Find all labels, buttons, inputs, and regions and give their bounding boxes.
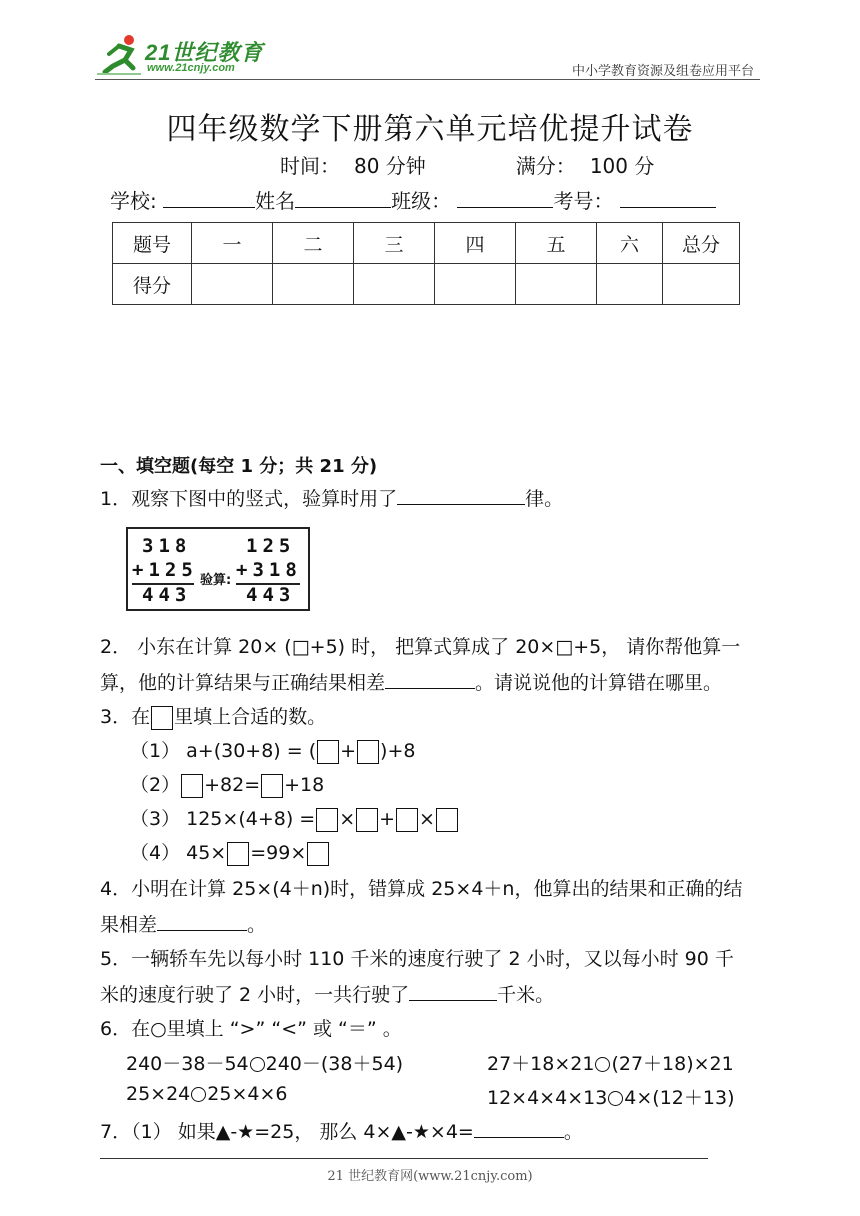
- runner-icon: [95, 34, 145, 78]
- answer-box[interactable]: [357, 740, 379, 764]
- q3-example-box: [151, 706, 173, 730]
- school-field[interactable]: [163, 189, 255, 208]
- full-score-label: 满分：: [515, 154, 576, 178]
- logo-url: www.21cnjy.com: [147, 62, 235, 74]
- time-info: [280, 150, 668, 179]
- q3-text: 3．在: [100, 706, 151, 728]
- time-label: 时间：: [280, 154, 340, 178]
- section-title: 一、填空题(每空 1 分；共 21 分): [100, 456, 378, 477]
- q3-s3-plus: +: [379, 808, 396, 830]
- q4-text-end: 。: [247, 914, 267, 936]
- answer-box[interactable]: [356, 808, 378, 832]
- question-2: 2． 小东在计算 20× (□+5) 时， 把算式算成了 20×□+5， 请你帮他算一: [100, 636, 741, 658]
- q3-sub-2: [130, 770, 324, 798]
- table-header: 三: [354, 223, 435, 264]
- class-field[interactable]: [457, 189, 553, 208]
- calc-right-top: 125: [246, 535, 296, 557]
- answer-box[interactable]: [436, 808, 458, 832]
- q2-answer-blank[interactable]: [385, 670, 475, 689]
- table-header: 六: [597, 223, 663, 264]
- q3-s3-text: （3） 125×(4+8) =: [130, 808, 316, 830]
- compare-circle[interactable]: [250, 1057, 265, 1072]
- score-cell[interactable]: [516, 264, 597, 305]
- answer-box[interactable]: [396, 808, 418, 832]
- q7-text-end: 。: [563, 1121, 583, 1143]
- q1-text: 1．观察下图中的竖式，验算时用了: [100, 488, 398, 510]
- table-header: 题号: [113, 223, 192, 264]
- answer-box[interactable]: [316, 808, 338, 832]
- q3-s4-mid: =99×: [250, 842, 307, 864]
- score-cell[interactable]: [273, 264, 354, 305]
- table-header: 五: [516, 223, 597, 264]
- q5-text: 米的速度行驶了 2 小时，一共行驶了: [100, 984, 410, 1006]
- table-header: 四: [435, 223, 516, 264]
- score-cell[interactable]: [354, 264, 435, 305]
- platform-label: 中小学教育资源及组卷应用平台: [571, 64, 754, 79]
- q5-answer-blank[interactable]: [409, 982, 497, 1001]
- question-1: [100, 484, 563, 511]
- q1-text-end: 律。: [525, 488, 564, 510]
- q6-c-left: 25×24: [126, 1083, 191, 1105]
- score-cell[interactable]: [192, 264, 273, 305]
- q6-compare-b: [487, 1049, 734, 1076]
- answer-box[interactable]: [261, 774, 283, 798]
- q3-s2-end: +18: [284, 774, 325, 796]
- score-cell[interactable]: [597, 264, 663, 305]
- q3-s2-mid: +82=: [204, 774, 261, 796]
- answer-box[interactable]: [181, 774, 203, 798]
- score-row-label: 得分: [113, 264, 192, 305]
- question-3: [100, 702, 326, 730]
- exam-no-field[interactable]: [620, 189, 716, 208]
- q3-sub-4: [130, 838, 330, 866]
- name-label: 姓名: [255, 189, 296, 213]
- q2-text-end: 。请说说他的计算错在哪里。: [475, 672, 723, 694]
- site-logo: [95, 34, 265, 80]
- name-field[interactable]: [295, 189, 391, 208]
- q4-text: 果相差: [100, 914, 158, 936]
- footer-text: 21 世纪教育网(www.21cnjy.com): [327, 1169, 533, 1184]
- q6-d-right: 4×(12＋13): [624, 1087, 735, 1109]
- compare-circle[interactable]: [608, 1091, 623, 1106]
- q3-s1-end: )+8: [380, 740, 416, 762]
- q6-a-right: 240－(38＋54): [265, 1053, 404, 1075]
- q7-answer-blank[interactable]: [474, 1119, 564, 1138]
- q6-compare-d: [487, 1083, 734, 1110]
- score-row: [113, 264, 740, 305]
- time-value: 80 分钟: [354, 154, 426, 178]
- q6-a-left: 240－38－54: [126, 1053, 249, 1075]
- q3-s1-text: （1） a+(30+8) = (: [130, 740, 317, 762]
- logo-brand: 21世纪教育: [145, 40, 264, 65]
- question-4-line2: [100, 910, 266, 937]
- class-label: 班级：: [391, 189, 452, 213]
- question-5: 5．一辆轿车先以每小时 110 千米的速度行驶了 2 小时，又以每小时 90 千: [100, 948, 734, 970]
- calc-left-mid: +125: [132, 559, 198, 581]
- q7-text: 7．（1） 如果▲-★=25， 那么 4×▲-★×4=: [100, 1121, 474, 1143]
- q3-text-end: 里填上合适的数。: [174, 706, 327, 728]
- calc-left-top: 318: [142, 535, 192, 557]
- q6-compare-a: [126, 1049, 403, 1076]
- table-header: 总分: [663, 223, 740, 264]
- q1-answer-blank[interactable]: [397, 486, 525, 505]
- score-cell[interactable]: [435, 264, 516, 305]
- q3-sub-3: [130, 804, 459, 832]
- q3-s4-text: （4） 45×: [130, 842, 227, 864]
- q5-text-end: 千米。: [497, 984, 555, 1006]
- q6-b-right: (27＋18)×21: [611, 1053, 734, 1075]
- page-title: 四年级数学下册第六单元培优提升试卷: [166, 112, 694, 147]
- question-6: 6．在○里填上 “>” “<” 或 “＝” 。: [100, 1018, 402, 1040]
- answer-box[interactable]: [227, 842, 249, 866]
- question-4: 4．小明在计算 25×(4＋n)时，错算成 25×4＋n，他算出的结果和正确的结: [100, 878, 743, 900]
- exam-no-label: 考号：: [553, 189, 614, 213]
- table-header: 一: [192, 223, 273, 264]
- question-5-line2: [100, 980, 554, 1007]
- q2-text: 算，他的计算结果与正确结果相差: [100, 672, 386, 694]
- q3-s3-times2: ×: [419, 808, 435, 830]
- question-2-line2: [100, 668, 722, 695]
- calc-left-result: 443: [142, 584, 192, 606]
- question-7: [100, 1117, 583, 1144]
- calc-check-label: 验算:: [200, 573, 232, 588]
- q6-c-right: 25×4×6: [207, 1083, 288, 1105]
- q3-s2-text: （2）: [130, 774, 181, 796]
- q3-s1-plus: +: [340, 740, 357, 762]
- answer-box[interactable]: [317, 740, 339, 764]
- compare-circle[interactable]: [191, 1087, 206, 1102]
- q3-sub-1: [130, 736, 415, 764]
- q6-b-left: 27＋18×21: [487, 1053, 595, 1075]
- q3-s3-times1: ×: [339, 808, 356, 830]
- answer-box[interactable]: [307, 842, 329, 866]
- table-header: 二: [273, 223, 354, 264]
- q4-answer-blank[interactable]: [157, 912, 247, 931]
- footer-divider: [100, 1158, 708, 1159]
- score-table: [112, 222, 740, 305]
- calc-right-mid: +318: [236, 559, 302, 581]
- score-cell[interactable]: [663, 264, 740, 305]
- compare-circle[interactable]: [595, 1057, 610, 1072]
- q6-compare-c: [126, 1083, 287, 1105]
- score-header-row: [113, 223, 740, 264]
- q6-d-left: 12×4×4×13: [487, 1087, 608, 1109]
- header-divider: [95, 79, 760, 80]
- student-info: [110, 185, 716, 214]
- vertical-addition-figure: [126, 527, 310, 611]
- full-score-value: 100 分: [589, 154, 655, 178]
- school-label: 学校:: [110, 189, 157, 213]
- calc-right-result: 443: [246, 584, 296, 606]
